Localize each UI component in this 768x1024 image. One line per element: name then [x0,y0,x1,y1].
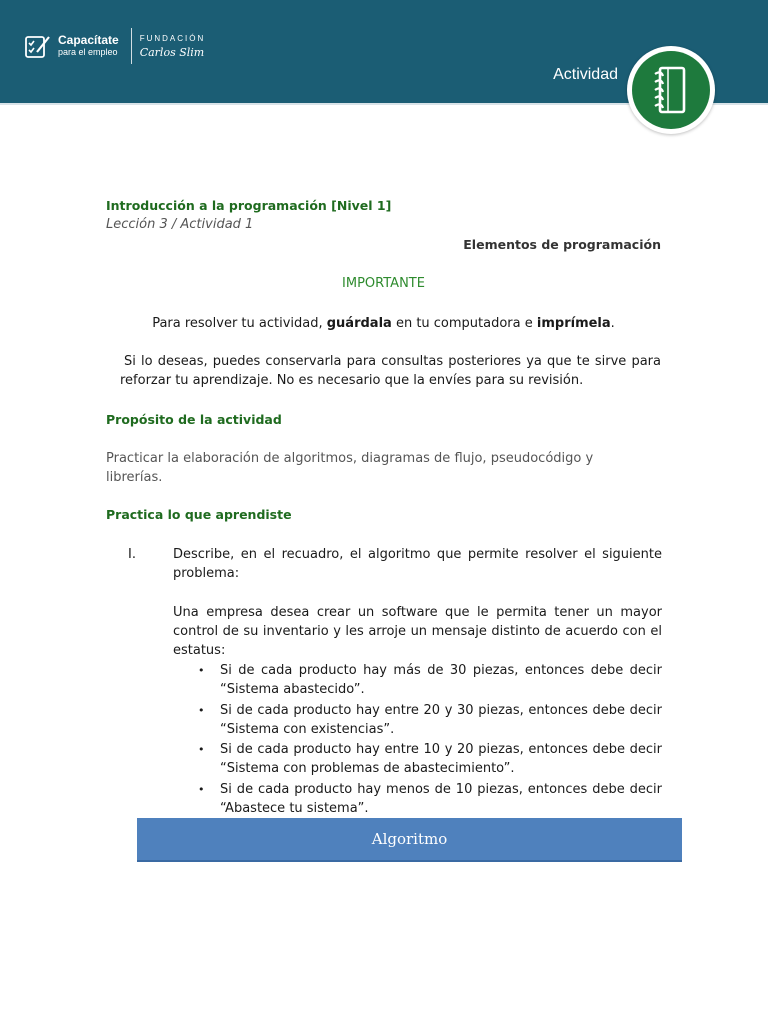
list-item: • Si de cada producto hay menos de 10 piezas, entonces debe decir “Abastece tu sistema”. [196,780,662,818]
intro-bold-save: guárdala [326,316,392,331]
foundation-logo [140,32,206,60]
practice-heading: Practica lo que aprendiste [106,507,292,522]
purpose-heading: Propósito de la actividad [106,412,282,427]
problem-text: Una empresa desea crear un software que le permita tener un mayor control de su inventario y les arroje un mensaje distinto de acuerdo con el estatus: [173,605,662,658]
brand-logo [24,28,205,64]
important-heading: IMPORTANTE [342,276,425,291]
logo-divider [131,28,132,64]
activity-badge [627,46,715,134]
list-item: • Si de cada producto hay más de 30 piezas, entonces debe decir “Sistema abastecido”. [196,661,662,699]
lesson-label: Lección 3 / Actividad 1 [106,217,254,232]
item-text: Describe, en el recuadro, el algoritmo que permite resolver el siguiente problema: [173,547,662,581]
list-item: • Si de cada producto hay entre 20 y 30 piezas, entonces debe decir “Sistema con existencias”. [196,701,662,739]
algorithm-box-label: Algoritmo [371,830,448,848]
intro-text-3: . [610,316,615,331]
brand-sub: para el empleo [58,47,118,57]
checklist-pen-icon [24,33,52,59]
foundation-top: FUNDACIÓN [139,34,206,43]
status-list [196,661,662,819]
item-number: I. [128,547,136,562]
brand-main: Capacítate [58,33,119,47]
intro-bold-print: imprímela [536,316,611,331]
intro-paragraph [106,314,661,333]
purpose-text: Practicar la elaboración de algoritmos, diagramas de flujo, pseudocódigo y librerías. [106,451,594,485]
intro-text-2: en tu computadora e [391,316,537,331]
course-title: Introducción a la programación [Nivel 1] [106,198,392,213]
intro-text-1: Para resolver tu actividad, [152,316,327,331]
list-item: • Si de cada producto hay entre 10 y 20 piezas, entonces debe decir “Sistema con problemas de abastecimiento”. [196,740,662,778]
keep-note: Si lo deseas, puedes conservarla para consultas posteriores ya que te sirve para reforzar tu aprendizaje. No es necesario que la envíes para su revisión. [120,354,661,388]
algorithm-box [137,818,682,862]
foundation-signature: Carlos Slim [139,46,205,59]
section-label: Actividad [553,66,618,83]
topic-title: Elementos de programación [463,237,661,252]
spiral-notebook-icon [627,46,715,134]
brand-text [58,34,119,58]
